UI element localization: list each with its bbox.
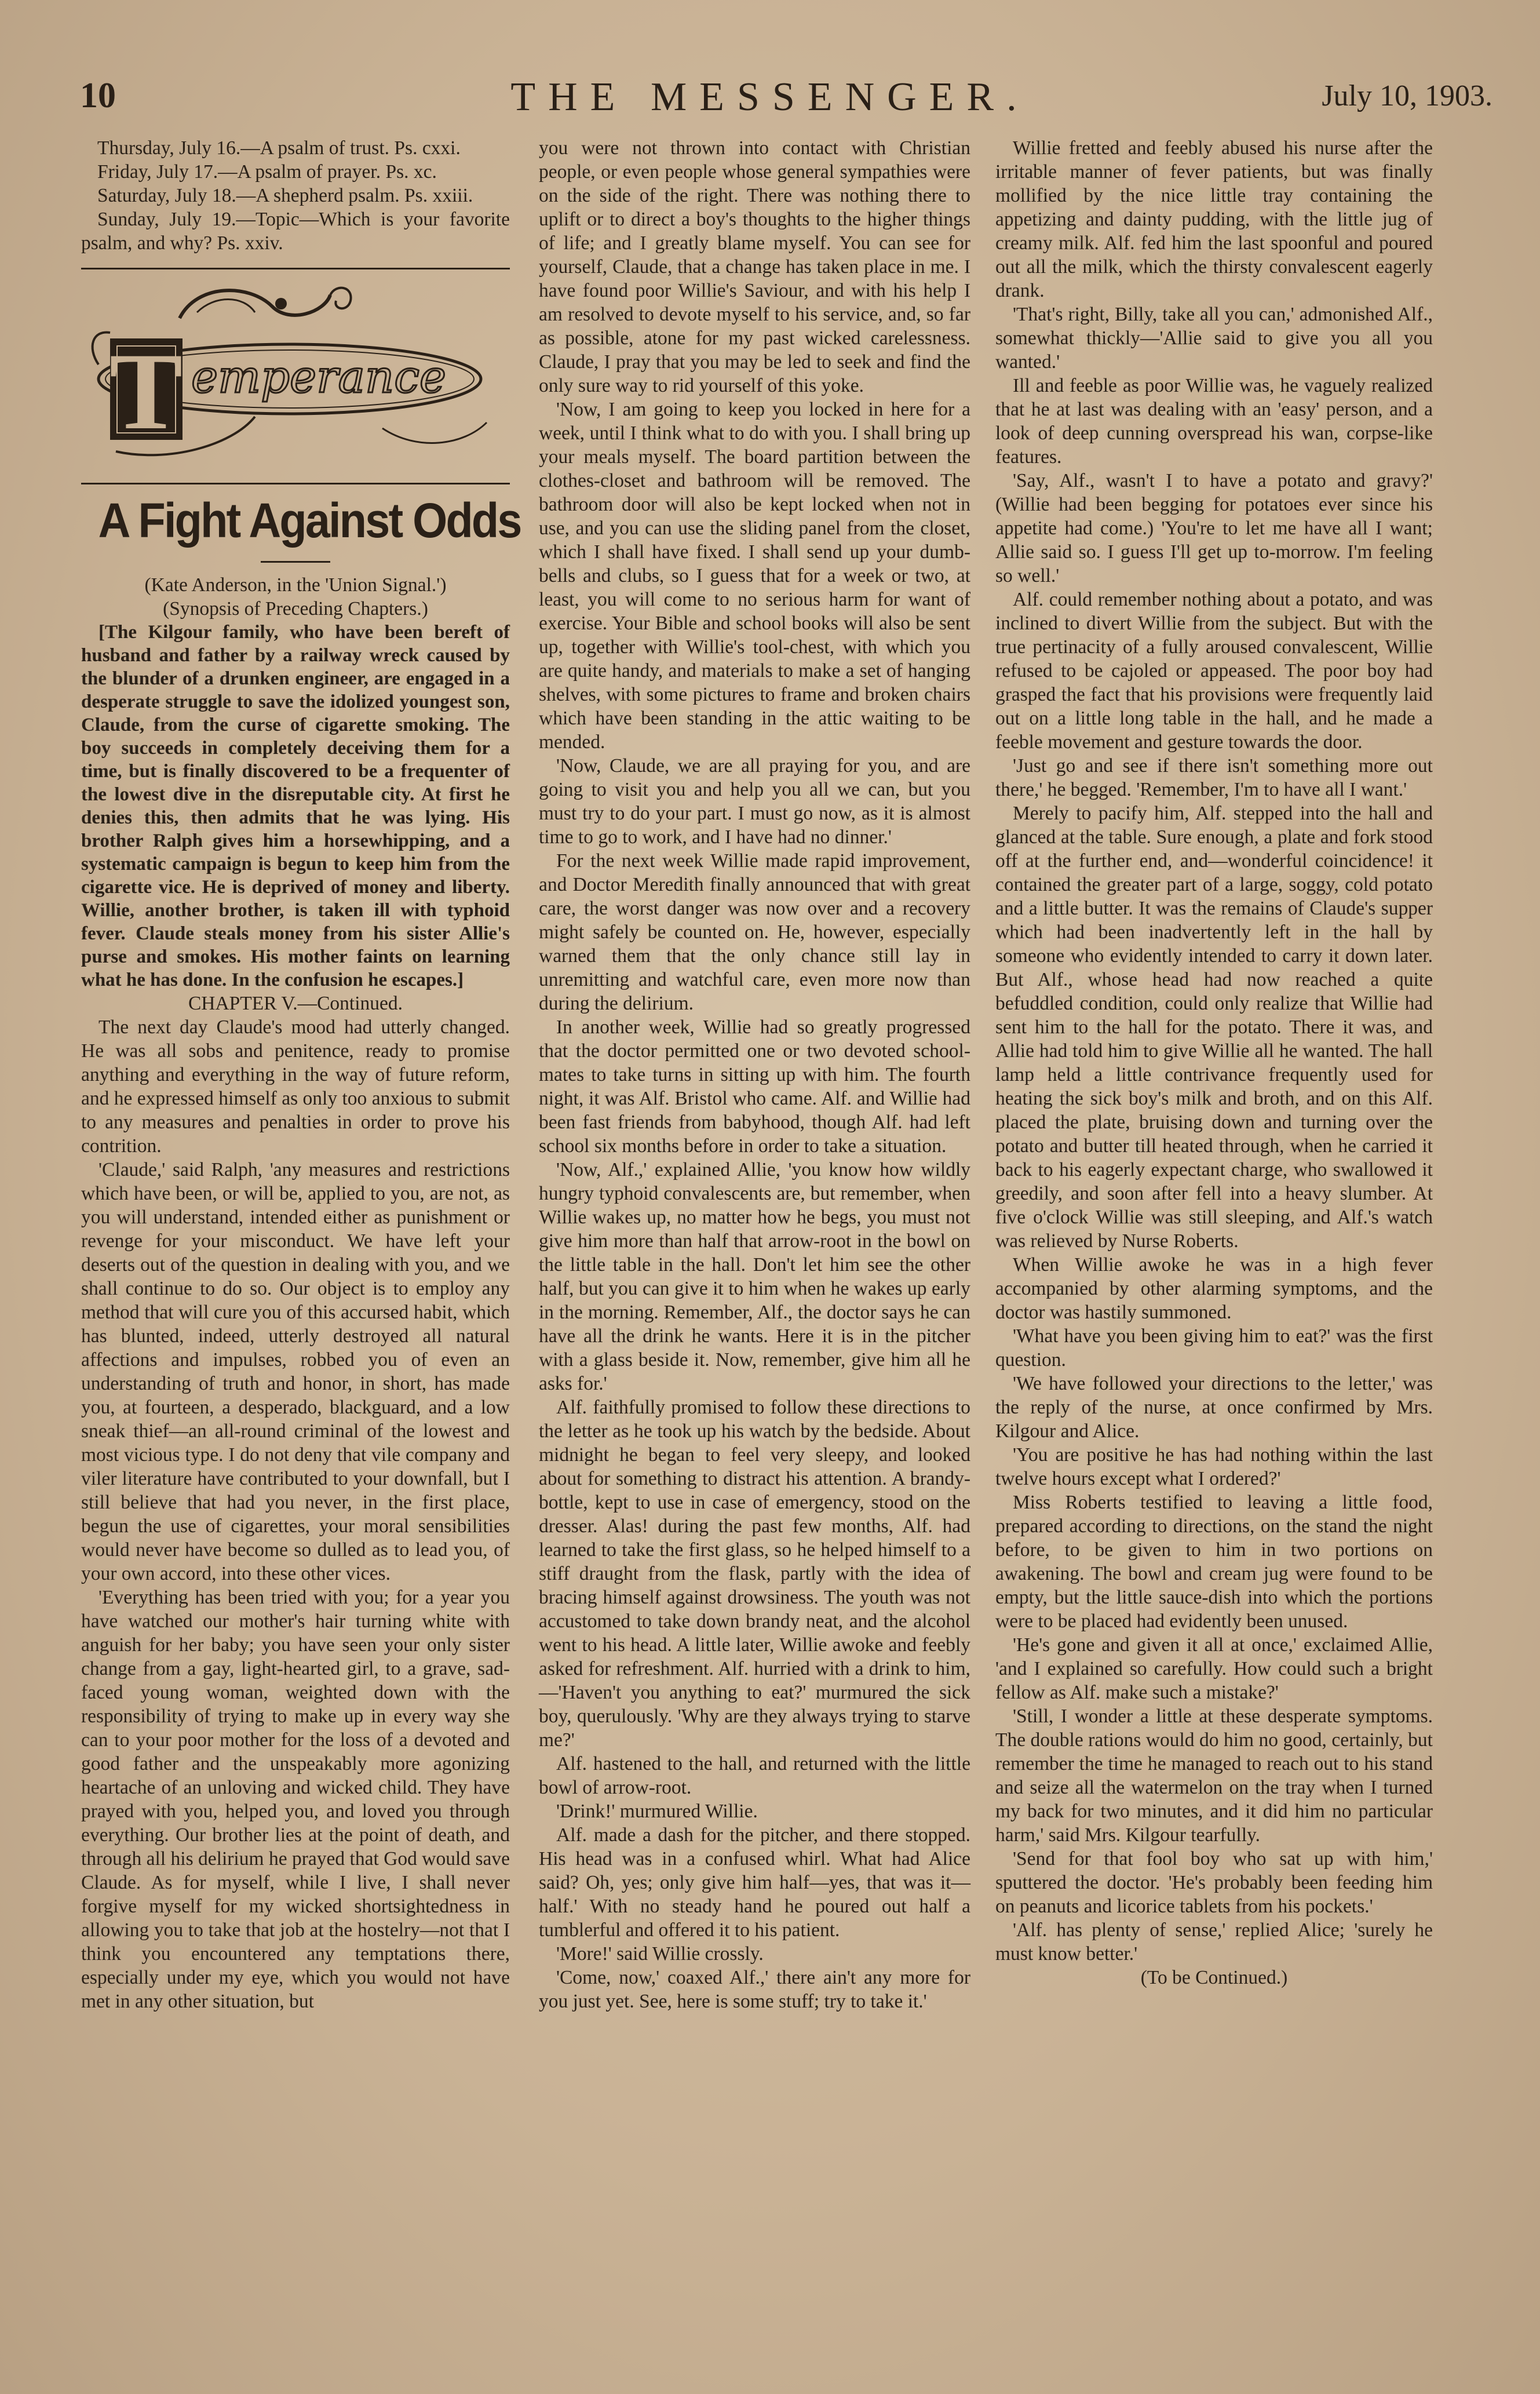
daily-readings: [81, 136, 510, 255]
paragraph: 'You are positive he has had nothing within the last twelve hours except what I ordered?': [995, 1444, 1433, 1489]
synopsis: [The Kilgour family, who have been bereft of husband and father by a railway wreck caused by the blunder of a drunken engineer, are engaged in a desperate struggle to save the idolized youngest son, Claude, from the curse of cigarette smoking. The boy succeeds in completely deceiving them for a time, but is finally discovered to be a frequenter of the lowest dive in the disreputable city. At first he denies this, then admits that he was lying. His brother Ralph gives him a horsewhipping, and a systematic campaign is begun to keep him from the cigarette vice. He is deprived of money and liberty. Willie, another brother, is taken ill with typhoid fever. Claude steals money from his sister Allie's purse and smokes. His mother faints on learning what he has done. In the confusion he escapes.]: [81, 622, 510, 990]
temperance-ornament-image: [81, 278, 510, 469]
masthead: [0, 70, 1540, 127]
reading-item: Thursday, July 16.—A psalm of trust. Ps. cxxi.: [97, 137, 461, 159]
reading-item: Friday, July 17.—A psalm of prayer. Ps. xc.: [97, 161, 437, 183]
temperance-logo: [81, 278, 510, 475]
newspaper-title: THE MESSENGER.: [510, 75, 1030, 119]
paragraph: 'Still, I wonder a little at these desperate symptoms. The double rations would do him no good, certainly, but remember the time he managed to reach out to his stand and seize all the watermelon on the tray when I turned my back for two minutes, and it did him no particular harm,' said Mrs. Kilgour tearfully.: [995, 1706, 1433, 1846]
issue-date: July 10, 1903.: [1322, 79, 1492, 112]
paragraph: Alf. faithfully promised to follow these directions to the letter as he took up his watch by the bedside. About midnight he began to feel very sleepy, and looked about for something to distract his attention. A brandy-bottle, kept to use in case of emergency, stood on the dresser. Alas! during the past few months, Alf. had learned to take the first glass, so he helped himself to a stiff draught from the flask, partly with the idea of bracing himself against drowsiness. The youth was not accustomed to take down brandy neat, and the alcohol went to his head. A little later, Willie awoke and feebly asked for refreshment. Alf. hurried with a drink to him,—'Haven't you anything to eat?' murmured the sick boy, querulously. 'Why are they always trying to starve me?': [539, 1397, 970, 1751]
paragraph: you were not thrown into contact with Christian people, or even people whose general sympathies were on the side of the right. There was nothing there to uplift or to direct a boy's thoughts to the higher things of life; and I greatly blame myself. You can see for yourself, Claude, that a change has taken place in me. I have found poor Willie's Saviour, and with his help I am resolved to devote myself to his service, and, so far as possible, atone for my past wicked carelessness. Claude, I pray that you may be led to seek and find the only sure way to rid yourself of this yoke.: [539, 137, 970, 396]
paragraph: 'What have you been giving him to eat?' was the first question.: [995, 1325, 1433, 1371]
paragraph: 'More!' said Willie crossly.: [556, 1943, 764, 1965]
short-divider: [261, 561, 330, 563]
reading-item: Sunday, July 19.—Topic—Which is your favorite psalm, and why? Ps. xxiv.: [81, 209, 510, 254]
paragraph: Alf. hastened to the hall, and returned with the little bowl of arrow-root.: [539, 1753, 970, 1798]
paragraph: Miss Roberts testified to leaving a little food, prepared according to directions, on the stand the night before, to be given to him in two portions on awakening. The bowl and cream jug were found to be empty, but the little sauce-dish into which the portions were to be placed had evidently been unused.: [995, 1492, 1433, 1632]
paragraph: 'Come, now,' coaxed Alf.,' there ain't any more for you just yet. See, here is some stuff; try to take it.': [539, 1967, 970, 2012]
article-headline: A Fight Against Odds: [98, 493, 521, 548]
paragraph: Alf. made a dash for the pitcher, and there stopped. His head was in a confused whirl. What had Alice said? Oh, yes; only give him half—yes, that was it—half.' With no steady hand he poured out half a tumblerful and offered it to his patient.: [539, 1824, 970, 1941]
paragraph: 'That's right, Billy, take all you can,' admonished Alf., somewhat thickly—'Allie said to give you all you wanted.': [995, 304, 1433, 373]
chapter-heading: CHAPTER V.—Continued.: [188, 993, 403, 1014]
paragraph: 'Claude,' said Ralph, 'any measures and restrictions which have been, or will be, applied to you, are not, as you will understand, intended either as punishment or revenge for your misconduct. We have left your deserts out of the question in dealing with you, and we shall continue to do so. Our object is to employ any method that will cure you of this accursed habit, which has blunted, indeed, utterly destroyed all natural affections and impulses, robbed you of even an understanding of truth and honor, in short, has made you, at fourteen, a desperado, blackguard, and a low sneak thief—an all-round criminal of the lowest and most vicious type. I do not deny that vile company and viler literature have contributed to your downfall, but I still believe that had you never, in the first place, begun the use of cigarettes, your moral sensibilities would never have become so dulled as to lead you, of your own accord, into these other vices.: [81, 1159, 510, 1584]
paragraph: 'Alf. has plenty of sense,' replied Alice; 'surely he must know better.': [995, 1919, 1433, 1965]
paragraph: 'He's gone and given it all at once,' exclaimed Allie, 'and I explained so carefully. How could such a bright fellow as Alf. make such a mistake?': [995, 1634, 1433, 1703]
section-divider: [81, 268, 510, 269]
paragraph: 'Say, Alf., wasn't I to have a potato and gravy?' (Willie had been begging for potatoes ever since his appetite had come.) 'You're to let me have all I want; Allie said so. I guess I'll get up to-morrow. I'm feeling so well.': [995, 470, 1433, 586]
synopsis-heading: (Synopsis of Preceding Chapters.): [163, 598, 428, 620]
paragraph: 'Send for that fool boy who sat up with him,' sputtered the doctor. 'He's probably been feeding him on peanuts and licorice tablets from his pockets.': [995, 1848, 1433, 1917]
paragraph: 'Drink!' murmured Willie.: [556, 1801, 758, 1822]
column-2: [539, 136, 970, 2013]
paragraph: 'Now, I am going to keep you locked in here for a week, until I think what to do with you. I shall bring up your meals myself. The board partition between the clothes-closet and bathroom will be removed. The bathroom door will also be kept locked when not in use, and you can use the sliding panel from the closet, which I shall have fixed. I shall send up your dumb-bells and clubs, so I guess that for a week or two, at least, you will come to no serious harm for want of exercise. Your Bible and school books will also be sent up, together with Willie's tool-chest, with which you are quite handy, and materials to make a set of hanging shelves, with some pictures to frame and broken chairs which have been standing in the attic waiting to be mended.: [539, 399, 970, 753]
paragraph: Merely to pacify him, Alf. stepped into the hall and glanced at the table. Sure enough, a plate and fork stood off at the further end, and—wonderful coincidence! it contained the greater part of a large, soggy, cold potato and a little butter. It was the remains of Claude's supper which had been inadvertently left in the hall by someone who evidently intended to carry it down later. But Alf., whose head had now reached a quite befuddled condition, could only realize that Willie had sent him to the hall for the potato. There it was, and Allie had told him to give Willie all he wanted. The hall lamp held a little contrivance frequently used for heating the sick boy's milk and broth, and on this Alf. placed the plate, bruising down and turning over the potato and butter till heated through, when he carried it back to his eagerly expectant charge, who swallowed it greedily, and soon after fell into a heavy slumber. At five o'clock Willie was still sleeping, and Alf.'s watch was relieved by Nurse Roberts.: [995, 803, 1433, 1252]
paragraph: In another week, Willie had so greatly progressed that the doctor permitted one or two devoted school-mates to take turns in sitting up with him. The fourth night, it was Alf. Bristol who came. Alf. and Willie had been fast friends from babyhood, though Alf. had left school six months before in order to take a situation.: [539, 1016, 970, 1157]
svg-text:T: T: [109, 331, 183, 453]
section-divider: [81, 483, 510, 484]
page-number: 10: [80, 76, 116, 115]
byline: (Kate Anderson, in the 'Union Signal.'): [144, 574, 447, 596]
paragraph: For the next week Willie made rapid improvement, and Doctor Meredith finally announced that with great care, the worst danger was now over and a recovery might safely be counted on. He, however, especially warned them that the only chance still lay in unremitting and watchful care, even more now than during the delirium.: [539, 850, 970, 1014]
paragraph: 'Just go and see if there isn't something more out there,' he begged. 'Remember, I'm to have all I want.': [995, 755, 1433, 800]
column-3: [995, 136, 1433, 1989]
paragraph: Willie fretted and feebly abused his nurse after the irritable manner of fever patients, but was finally mollified by the nice little tray containing the appetizing and dainty pudding, with the little jug of creamy milk. Alf. fed him the last spoonful and poured out all the milk, which the thirsty convalescent eagerly drank.: [995, 137, 1433, 301]
to-be-continued: (To be Continued.): [1140, 1967, 1288, 1988]
paragraph: 'Now, Alf.,' explained Allie, 'you know how wildly hungry typhoid convalescents are, but remember, when Willie wakes up, no matter how he begs, you must not give him more than half that arrow-root in the bowl on the little table in the hall. Don't let him see the other half, but you can give it to him when he wakes up early in the morning. Remember, Alf., the doctor says he can have all the drink he wants. Here it is in the pitcher with a glass beside it. Now, remember, give him all he asks for.': [539, 1159, 970, 1394]
reading-item: Saturday, July 18.—A shepherd psalm. Ps. xxiii.: [97, 185, 473, 206]
paragraph: 'We have followed your directions to the letter,' was the reply of the nurse, at once confirmed by Mrs. Kilgour and Alice.: [995, 1373, 1433, 1442]
svg-text:emperance: emperance: [191, 351, 447, 403]
paragraph: The next day Claude's mood had utterly changed. He was all sobs and penitence, ready to promise anything and everything in the way of future reform, and he expressed himself as only too anxious to submit to any measures and penalties in order to prove his contrition.: [81, 1016, 510, 1157]
paragraph: Ill and feeble as poor Willie was, he vaguely realized that he at last was dealing with an 'easy' person, and a look of deep cunning overspread his wan, corpse-like features.: [995, 375, 1433, 468]
paragraph: Alf. could remember nothing about a potato, and was inclined to divert Willie from the subject. But with the true pertinacity of a fully aroused convalescent, Willie refused to be cajoled or appeased. The poor boy had grasped the fact that his provisions were frequently laid out on a little long table in the hall, and he made a feeble movement and gesture towards the door.: [995, 589, 1433, 753]
paragraph: 'Now, Claude, we are all praying for you, and are going to visit you and help you all we can, but you must try to do your part. I must go now, as it is almost time to go to work, and I have had no dinner.': [539, 755, 970, 848]
column-1: [81, 136, 521, 2013]
paragraph: When Willie awoke he was in a high fever accompanied by other alarming symptoms, and the doctor was hastily summoned.: [995, 1254, 1433, 1323]
paragraph: 'Everything has been tried with you; for a year you have watched our mother's hair turning white with anguish for her baby; you have seen your only sister change from a gay, light-hearted girl, to a grave, sad-faced young woman, weighted down with the responsibility of trying to make up in every way she can to your poor mother for the loss of a devoted and good father and the unspeakably more agonizing heartache of an unloving and wicked child. They have prayed with you, helped you, and loved you through everything. Our brother lies at the point of death, and through all his delirium he prayed that God would save Claude. As for myself, while I live, I shall never forgive myself for my wicked shortsightedness in allowing you to take that job at the hostelry—not that I think you encountered any temptations there, especially under my eye, which you would not have met in any other situation, but: [81, 1587, 510, 2012]
